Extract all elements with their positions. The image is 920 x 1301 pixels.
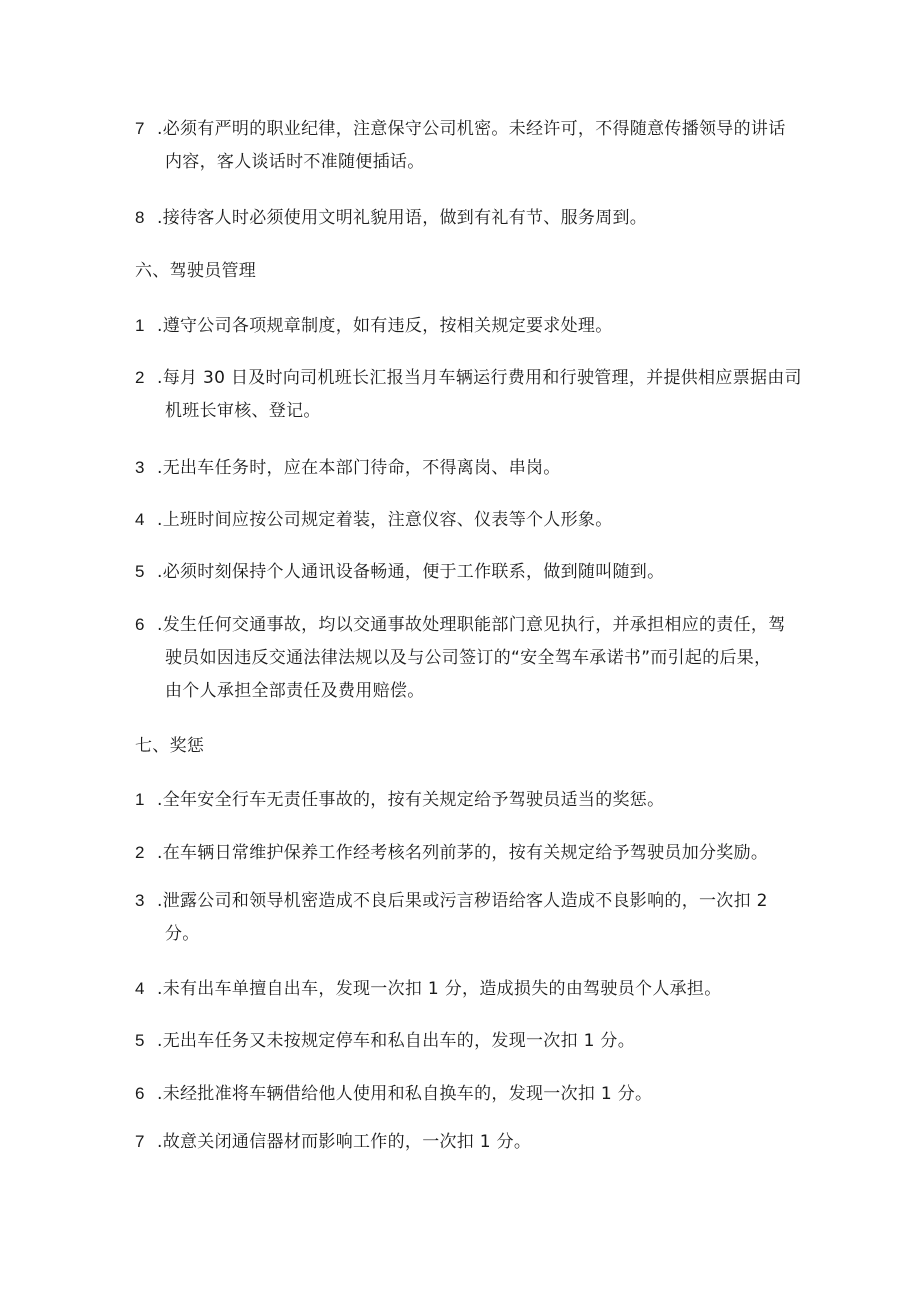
- item-text: .泄露公司和领导机密造成不良后果或污言秽语给客人造成不良影响的，一次扣 2: [157, 891, 768, 911]
- rule-item-7-2: [135, 836, 795, 870]
- item-line: 分。: [165, 924, 200, 944]
- item-line: [135, 1024, 795, 1058]
- item-number: 2: [135, 843, 145, 862]
- item-number: 6: [135, 615, 145, 634]
- item-line: [135, 884, 795, 918]
- item-line: [135, 1077, 795, 1111]
- item-line: [135, 608, 795, 642]
- item-line: [135, 309, 795, 343]
- item-number: 7: [135, 119, 145, 138]
- item-line: [135, 451, 795, 485]
- item-text: .接待客人时必须使用文明礼貌用语，做到有礼有节、服务周到。: [157, 208, 648, 228]
- rule-item-6-3: [135, 451, 795, 485]
- section-heading-rewards-penalties: 七、奖惩: [135, 736, 205, 756]
- item-text: .每月 30 日及时向司机班长汇报当月车辆运行费用和行驶管理，并提供相应票据由司: [157, 368, 802, 388]
- item-number: 7: [135, 1132, 145, 1151]
- item-number: 5: [135, 1031, 145, 1050]
- item-text: .故意关闭通信器材而影响工作的，一次扣 1 分。: [157, 1132, 532, 1152]
- item-text: .无出车任务时，应在本部门待命，不得离岗、串岗。: [157, 458, 561, 478]
- rule-item-6-2: [135, 361, 802, 428]
- item-text: .发生任何交通事故，均以交通事故处理职能部门意见执行，并承担相应的责任，驾: [157, 615, 786, 635]
- item-line: 机班长审核、登记。: [165, 401, 321, 421]
- item-line: 驶员如因违反交通法律法规以及与公司签订的“安全驾车承诺书”而引起的后果，: [165, 648, 772, 668]
- item-line: [135, 783, 795, 817]
- item-line: [135, 1125, 795, 1159]
- item-line: [135, 555, 795, 589]
- item-text: .在车辆日常维护保养工作经考核名列前茅的，按有关规定给予驾驶员加分奖励。: [157, 843, 769, 863]
- rule-item-6-4: [135, 503, 795, 537]
- item-text: .未有出车单擅自出车，发现一次扣 1 分，造成损失的由驾驶员个人承担。: [157, 979, 722, 999]
- item-text: .无出车任务又未按规定停车和私自出车的，发现一次扣 1 分。: [157, 1031, 636, 1051]
- item-line: [135, 112, 795, 146]
- item-text: .未经批准将车辆借给他人使用和私自换车的，发现一次扣 1 分。: [157, 1084, 653, 1104]
- item-text: .必须有严明的职业纪律，注意保守公司机密。未经许可，不得随意传播领导的讲话: [157, 119, 786, 139]
- rule-item-7-7: [135, 1125, 795, 1159]
- item-text: .遵守公司各项规章制度，如有违反，按相关规定要求处理。: [157, 316, 613, 336]
- rule-item-5-8: [135, 201, 795, 235]
- rule-item-7-6: [135, 1077, 795, 1111]
- item-number: 3: [135, 891, 145, 910]
- item-number: 4: [135, 979, 145, 998]
- item-number: 1: [135, 316, 145, 335]
- item-line: 内容，客人谈话时不准随便插话。: [165, 152, 425, 172]
- item-line: 由个人承担全部责任及费用赔偿。: [165, 681, 425, 701]
- item-number: 3: [135, 458, 145, 477]
- rule-item-7-5: [135, 1024, 795, 1058]
- rule-item-7-1: [135, 783, 795, 817]
- item-line: [135, 201, 795, 235]
- rule-item-5-7: [135, 112, 795, 179]
- item-text: .必须时刻保持个人通讯设备畅通，便于工作联系，做到随叫随到。: [157, 562, 665, 582]
- item-number: 1: [135, 790, 145, 809]
- item-line: [135, 503, 795, 537]
- rule-item-6-1: [135, 309, 795, 343]
- item-number: 6: [135, 1084, 145, 1103]
- item-line: [135, 361, 802, 395]
- item-text: .全年安全行车无责任事故的，按有关规定给予驾驶员适当的奖惩。: [157, 790, 665, 810]
- rule-item-6-6: [135, 608, 795, 708]
- rule-item-6-5: [135, 555, 795, 589]
- item-number: 2: [135, 368, 145, 387]
- item-line: [135, 972, 795, 1006]
- item-number: 8: [135, 208, 145, 227]
- rule-item-7-4: [135, 972, 795, 1006]
- item-number: 5: [135, 562, 145, 581]
- section-heading-driver-management: 六、驾驶员管理: [135, 261, 257, 281]
- item-number: 4: [135, 510, 145, 529]
- item-line: [135, 836, 795, 870]
- rule-item-7-3: [135, 884, 795, 951]
- item-text: .上班时间应按公司规定着装，注意仪容、仪表等个人形象。: [157, 510, 613, 530]
